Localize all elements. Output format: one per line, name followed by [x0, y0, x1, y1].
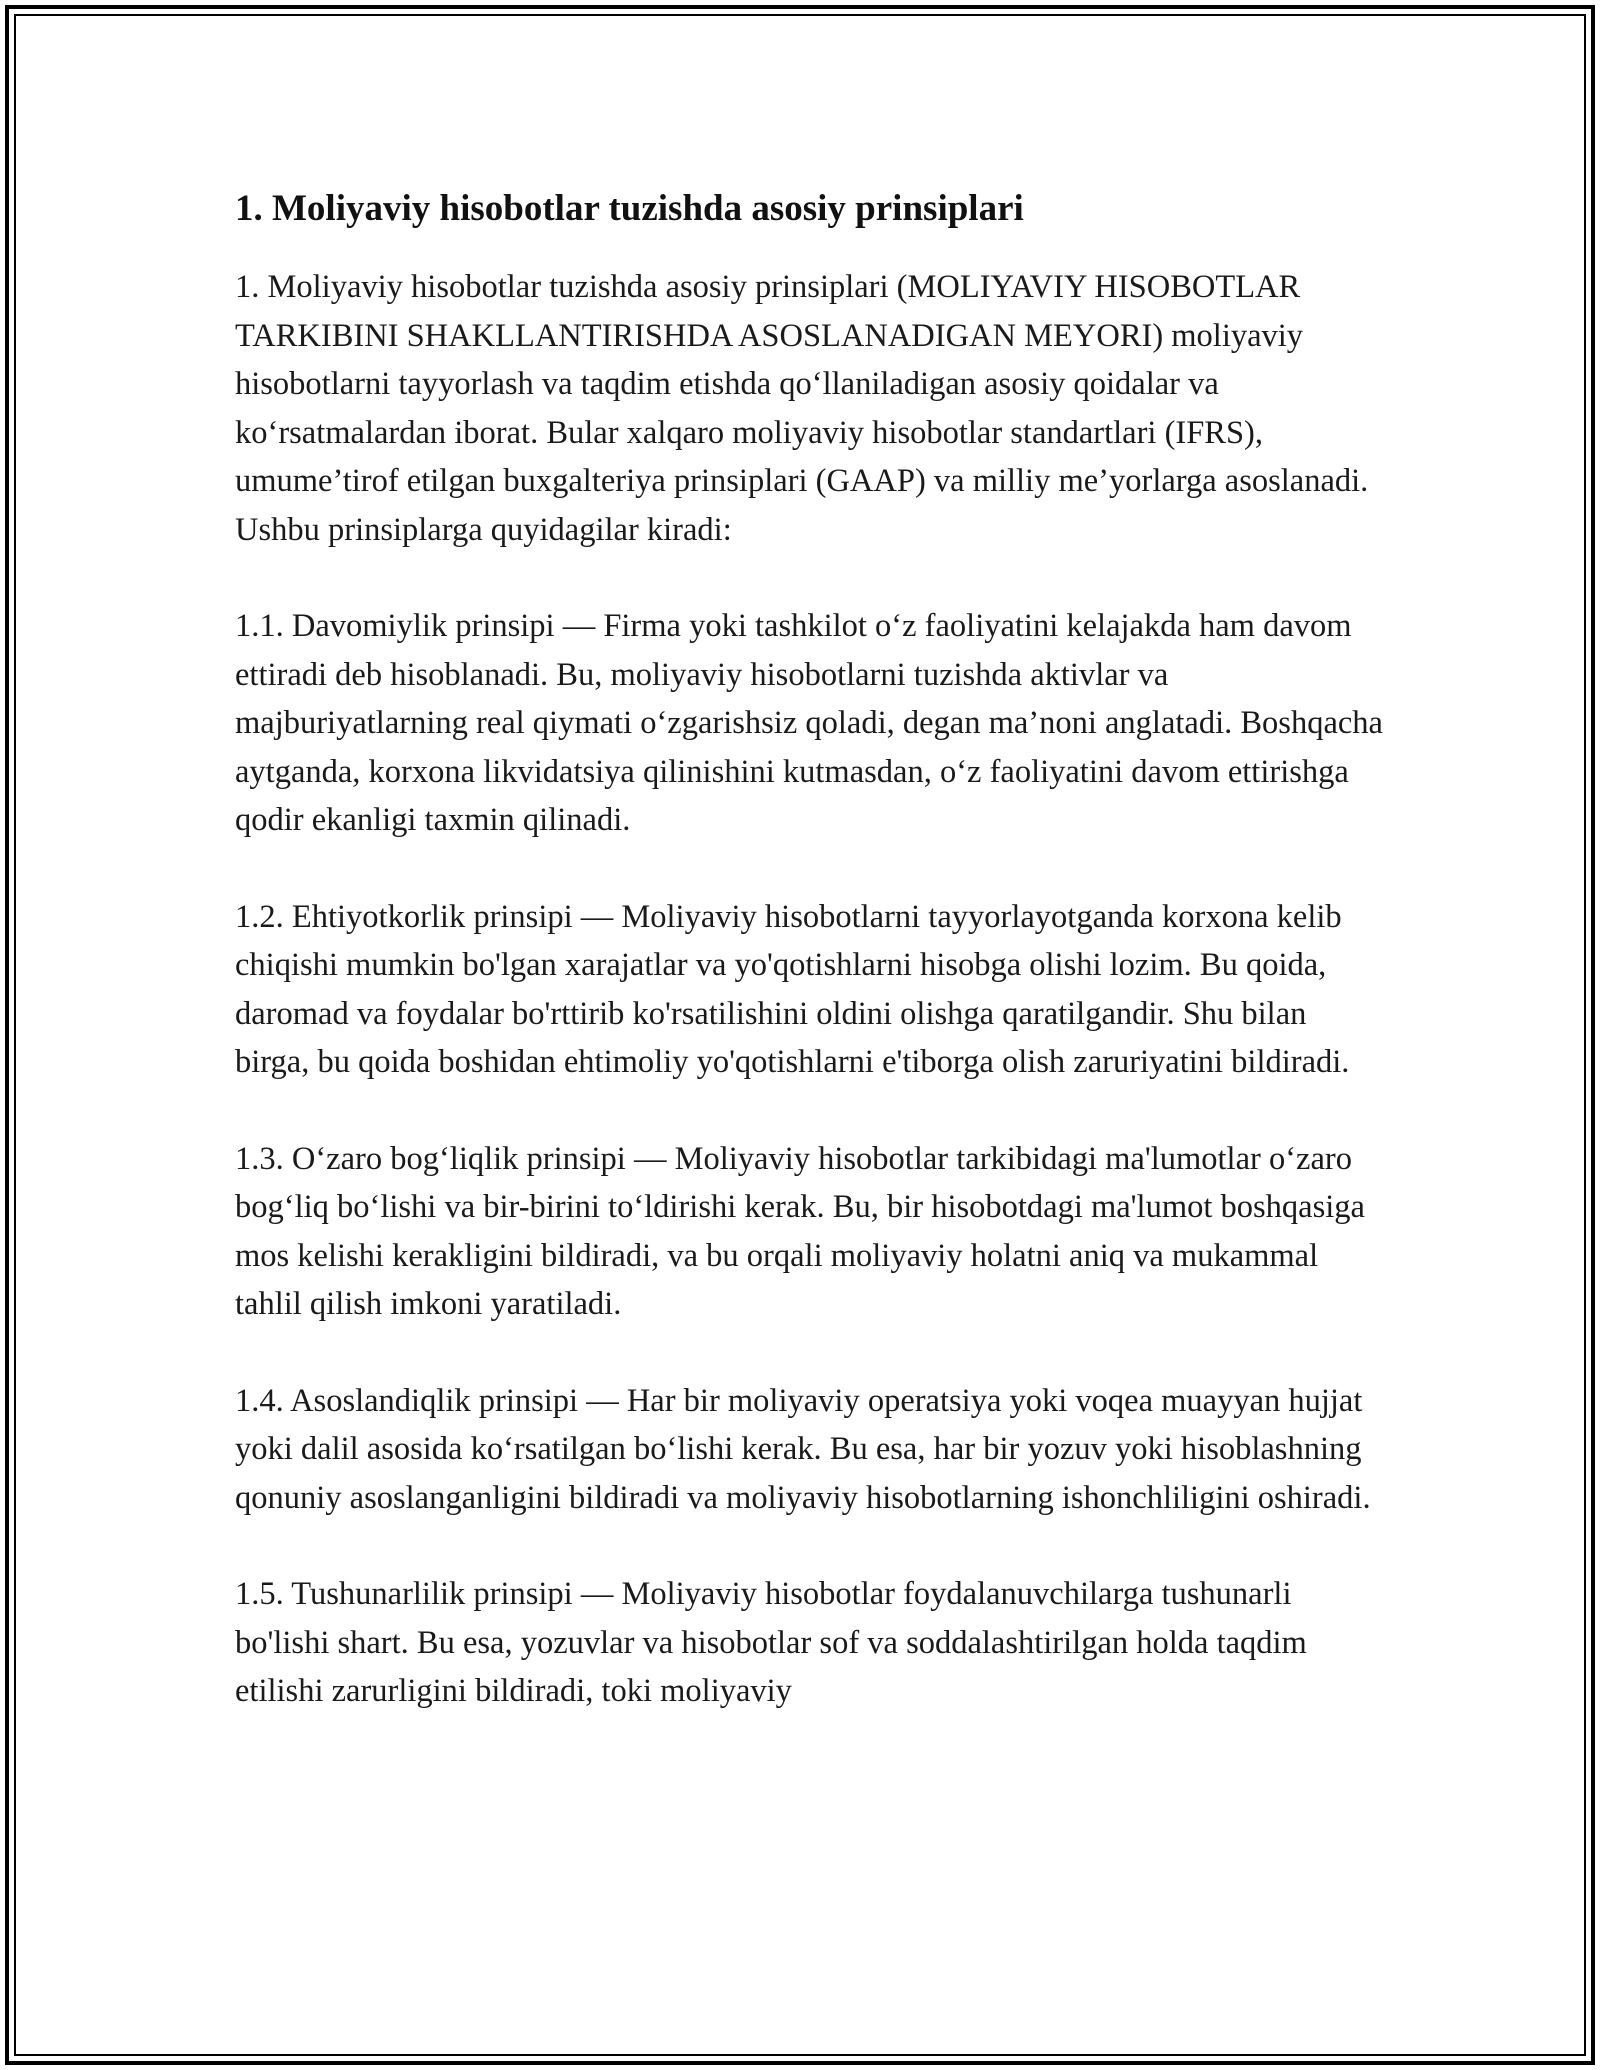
paragraph-interconnection: 1.3. O‘zaro bog‘liqlik prinsipi — Moliyaviy hisobotlar tarkibidagi ma'lumotlar o‘zaro bog‘liq bo‘lishi va bir-birini to‘ldirishi kerak. Bu, bir hisobotdagi ma'lumot boshqasiga mos kelishi kerakligini bildiradi, va bu orqali moliyaviy holatni aniq va mukammal tahlil qilish imkoni yaratiladi. — [235, 1140, 1365, 1323]
paragraph-prudence: 1.2. Ehtiyotkorlik prinsipi — Moliyaviy hisobotlarni tayyorlayotganda korxona kelib chiqishi mumkin bo'lgan xarajatlar va yo'qotishlarni hisobga olishi lozim. Bu qoida, daromad va foydalar bo'rttirib ko'rsatilishini oldini olishga qaratilgandir. Shu bilan birga, bu qoida boshidan ehtimoliy yo'qotishlarni e'tiborga olish zaruriyatini bildiradi. — [235, 898, 1350, 1081]
document-body — [235, 185, 1385, 1764]
paragraph-going-concern: 1.1. Davomiylik prinsipi — Firma yoki tashkilot o‘z faoliyatini kelajakda ham davom ettiradi deb hisoblanadi. Bu, moliyaviy hisobotlarni tuzishda aktivlar va majburiyatlarning real qiymati o‘zgarishsiz qoladi, degan ma’noni anglatadi. Boshqacha aytganda, korxona likvidatsiya qilinishini kutmasdan, o‘z faoliyatini davom ettirishga qodir ekanligi taxmin qilinadi. — [235, 608, 1383, 839]
paragraph-intro: 1. Moliyaviy hisobotlar tuzishda asosiy prinsiplari (MOLIYAVIY HISOBOTLAR TARKIBINI SHAKLLANTIRISHDA ASOSLANADIGAN MEYORI) moliyaviy hisobotlarni tayyorlash va taqdim etishda qo‘llaniladigan asosiy qoidalar va ko‘rsatmalardan iborat. Bular xalqaro moliyaviy hisobotlar standartlari (IFRS), umume’tirof etilgan buxgalteriya prinsiplari (GAAP) va milliy me’yorlarga asoslanadi. Ushbu prinsiplarga quyidagilar kiradi: — [235, 269, 1369, 548]
document-title: 1. Moliyaviy hisobotlar tuzishda asosiy prinsiplari — [235, 188, 1024, 229]
paragraph-understandability: 1.5. Tushunarlilik prinsipi — Moliyaviy hisobotlar foydalanuvchilarga tushunarli bo'lishi shart. Bu esa, yozuvlar va hisobotlar sof va soddalashtirilgan holda taqdim etilishi zarurligini bildiradi, toki moliyaviy — [235, 1576, 1307, 1710]
paragraph-substantiation: 1.4. Asoslandiqlik prinsipi — Har bir moliyaviy operatsiya yoki voqea muayyan hujjat yoki dalil asosida ko‘rsatilgan bo‘lishi kerak. Bu esa, har bir yozuv yoki hisoblashning qonuniy asoslanganligini bildiradi va moliyaviy hisobotlarning ishonchliligini oshiradi. — [235, 1382, 1371, 1516]
